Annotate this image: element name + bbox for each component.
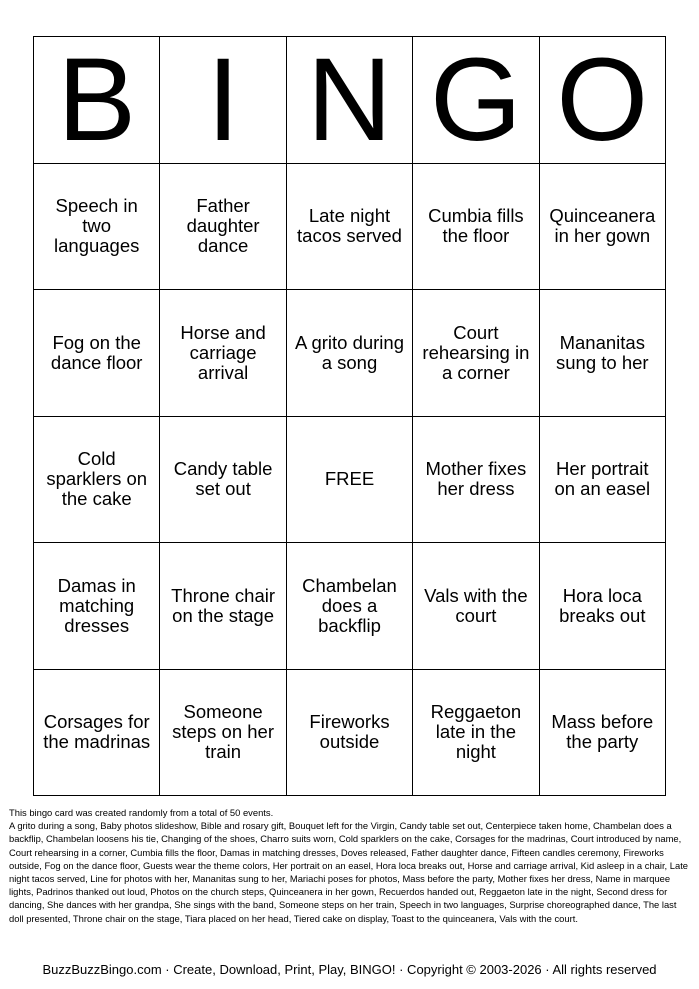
card-info-intro: This bingo card was created randomly from a total of 50 events.	[9, 807, 274, 818]
card-info-events: A grito during a song, Baby photos slideshow, Bible and rosary gift, Bouquet left for the Virgin, Candy table set out, Centerpiece taken home, Chambelan does a backflip, Chambelan loosens his tie, Changing of the shoes, Charro suits worn, Cold sparklers on the cake, Corsages for the madrinas, Court introduced by name, Court rehearsing in a corner, Cumbia fills the floor, Damas in matching dresses, Doves released, Father daughter dance, Fifteen candles ceremony, Fireworks outside, Fog on the dance floor, Guests wear the theme colors, Her portrait on an easel, Hora loca breaks out, Horse and carriage arrival, Kid asleep in a chair, Late night tacos served, Line for photos with her, Mananitas sung to her, Mariachi poses for photos, Mass before the party, Mother fixes her dress, Name in marquee lights, Padrinos thanked out loud, Photos on the church steps, Quinceanera in her gown, Recuerdos handed out, Reggaeton late in the night, Second dress for dancing, She dances with her grandpa, She sings with the band, Someone steps on her train, Speech in two languages, Surprise choreographed dance, The last doll presented, Throne chair on the stage, Tiara placed on her head, Tiered cake on display, Toast to the quinceanera, Vals with the court.	[9, 820, 689, 924]
bingo-square: Speech in two languages	[34, 164, 160, 291]
header-letter-n: N	[287, 37, 413, 164]
bingo-square: Someone steps on her train	[160, 670, 286, 797]
page-footer: BuzzBuzzBingo.com · Create, Download, Print, Play, BINGO! · Copyright © 2003-2026 · All rights reserved	[42, 962, 657, 977]
bingo-square: Cumbia fills the floor	[413, 164, 539, 291]
bingo-square: Horse and carriage arrival	[160, 290, 286, 417]
bingo-square: Damas in matching dresses	[34, 543, 160, 670]
bingo-square: Mananitas sung to her	[540, 290, 666, 417]
bingo-square: Candy table set out	[160, 417, 286, 544]
header-letter-g: G	[413, 37, 539, 164]
bingo-square: Late night tacos served	[287, 164, 413, 291]
bingo-square: Cold sparklers on the cake	[34, 417, 160, 544]
bingo-square: Chambelan does a backflip	[287, 543, 413, 670]
bingo-card	[33, 33, 666, 796]
header-letter-i: I	[160, 37, 286, 164]
header-letter-o: O	[540, 37, 666, 164]
bingo-square: Corsages for the madrinas	[34, 670, 160, 797]
bingo-square: Mass before the party	[540, 670, 666, 797]
bingo-square: Quinceanera in her gown	[540, 164, 666, 291]
bingo-square: Mother fixes her dress	[413, 417, 539, 544]
bingo-square: Father daughter dance	[160, 164, 286, 291]
header-letter-b: B	[34, 37, 160, 164]
free-square: FREE	[287, 417, 413, 544]
bingo-square: Fog on the dance floor	[34, 290, 160, 417]
bingo-square: Court rehearsing in a corner	[413, 290, 539, 417]
bingo-square: Throne chair on the stage	[160, 543, 286, 670]
bingo-square: Her portrait on an easel	[540, 417, 666, 544]
bingo-square: Reggaeton late in the night	[413, 670, 539, 797]
bingo-square: Hora loca breaks out	[540, 543, 666, 670]
bingo-square: Fireworks outside	[287, 670, 413, 797]
bingo-square: Vals with the court	[413, 543, 539, 670]
card-info	[9, 806, 691, 925]
bingo-square: A grito during a song	[287, 290, 413, 417]
